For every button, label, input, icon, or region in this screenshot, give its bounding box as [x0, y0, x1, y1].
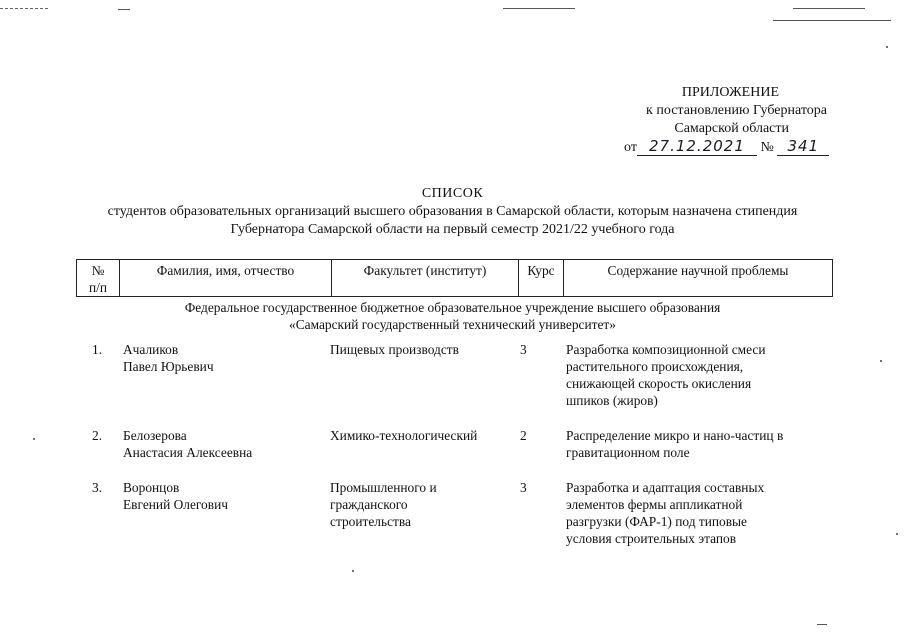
row-number: 1. — [92, 342, 103, 357]
row-number: 3. — [92, 480, 103, 495]
decree-date-number — [624, 137, 829, 156]
scan-mark-top-4 — [773, 20, 891, 21]
document-title — [0, 185, 905, 239]
scan-speck — [352, 570, 354, 572]
header-num — [77, 260, 120, 297]
student-given-name: Евгений Олегович — [123, 497, 228, 512]
scan-mark-bottom — [817, 624, 827, 625]
number-label: № — [760, 140, 774, 155]
header-topic: Содержание научной проблемы — [564, 260, 833, 297]
topic-line: растительного происхождения, — [566, 359, 744, 374]
header-course: Курс — [519, 260, 564, 297]
handwritten-date: 27.12.2021 — [637, 137, 757, 156]
header-name: Фамилия, имя, отчество — [120, 260, 332, 297]
student-name — [123, 341, 323, 375]
scan-mark-top-left — [0, 8, 48, 9]
student-course: 3 — [520, 480, 527, 495]
appendix-line-decree: к постановлению Губернатора — [646, 103, 827, 118]
title-heading: СПИСОК — [421, 186, 484, 201]
faculty-line: Химико-технологический — [330, 428, 478, 443]
topic-line: гравитационном поле — [566, 445, 690, 460]
student-faculty — [330, 479, 510, 530]
row-number: 2. — [92, 428, 103, 443]
topic-line: снижающей скорость окисления — [566, 376, 752, 391]
appendix-title: ПРИЛОЖЕНИЕ — [681, 85, 779, 100]
student-course: 3 — [520, 342, 527, 357]
student-name — [123, 427, 323, 461]
student-course: 2 — [520, 428, 527, 443]
faculty-line: Пищевых производств — [330, 342, 459, 357]
student-name — [123, 479, 323, 513]
appendix-line-region: Самарской области — [674, 121, 789, 136]
header-faculty: Факультет (институт) — [332, 260, 519, 297]
scan-speck — [880, 360, 882, 362]
student-given-name: Анастасия Алексеевна — [123, 445, 253, 460]
header-num-line2: п/п — [88, 280, 108, 295]
topic-line: разгрузки (ФАР-1) под типовые — [566, 514, 747, 529]
student-surname: Белозерова — [123, 428, 187, 443]
title-line-2: Губернатора Самарской области на первый семестр 2021/22 учебного года — [230, 222, 675, 237]
scan-speck — [886, 46, 888, 48]
title-line-1: студентов образовательных организаций высшего образования в Самарской области, которым назначена стипендия — [107, 204, 798, 219]
scan-mark-top-2 — [503, 8, 575, 9]
student-faculty — [330, 427, 510, 444]
topic-line: Разработка и адаптация составных — [566, 480, 765, 495]
institution-line-1: Федеральное государственное бюджетное образовательное учреждение высшего образования — [184, 300, 721, 315]
scan-mark-top-3 — [793, 8, 865, 9]
student-surname: Воронцов — [123, 480, 180, 495]
research-topic — [566, 341, 826, 409]
scan-mark-top-1 — [118, 9, 130, 10]
faculty-line: гражданского — [330, 497, 408, 512]
topic-line: Распределение микро и нано-частиц в — [566, 428, 784, 443]
faculty-line: Промышленного и — [330, 480, 437, 495]
institution-line-2: «Самарский государственный технический университет» — [289, 317, 616, 332]
header-num-line1: № — [91, 263, 105, 278]
student-surname: Ачаликов — [123, 342, 179, 357]
institution-name — [0, 299, 905, 333]
student-given-name: Павел Юрьевич — [123, 359, 214, 374]
scan-speck — [33, 438, 35, 440]
topic-line: условия строительных этапов — [566, 531, 737, 546]
handwritten-number: 341 — [777, 137, 829, 156]
research-topic — [566, 479, 826, 547]
faculty-line: строительства — [330, 514, 411, 529]
appendix-block — [567, 84, 827, 138]
table-header — [76, 259, 833, 297]
scan-speck — [896, 533, 898, 535]
student-faculty — [330, 341, 510, 358]
research-topic — [566, 427, 826, 461]
topic-line: Разработка композиционной смеси — [566, 342, 766, 357]
from-label: от — [624, 140, 637, 155]
topic-line: элементов фермы аппликатной — [566, 497, 743, 512]
topic-line: шпиков (жиров) — [566, 393, 658, 408]
